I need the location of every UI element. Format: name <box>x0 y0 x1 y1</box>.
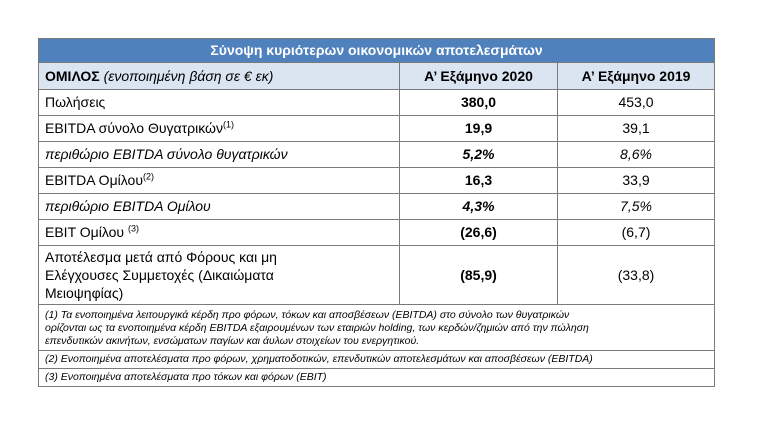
group-label: ΟΜΙΛΟΣ <box>45 67 100 84</box>
row-label <box>39 90 400 116</box>
row-label <box>39 194 400 220</box>
results-table <box>38 38 715 387</box>
row-label <box>39 220 400 246</box>
table-row-sales <box>39 90 715 116</box>
value-2020: 380,0 <box>400 90 558 116</box>
group-header <box>39 63 400 90</box>
value-2019: 7,5% <box>558 194 715 220</box>
table-row-ebitda-margin-group <box>39 194 715 220</box>
row-label-text: περιθώριο EBITDA σύνολο θυγατρικών <box>45 146 288 162</box>
table-row-net-result <box>39 246 715 305</box>
value-2020: 19,9 <box>400 116 558 142</box>
header-row <box>39 63 715 90</box>
column-header-2019: Α’ Εξάμηνο 2019 <box>558 63 715 90</box>
value-2020: 5,2% <box>400 142 558 168</box>
row-label <box>39 116 400 142</box>
footnote-line: (1) Τα ενοποιημένα λειτουργικά κέρδη προ φόρων, τόκων και αποσβέσεων (EBITDA) στο σύνολο των θυγατρικών <box>45 309 570 321</box>
footnote-2: (2) Ενοποιημένα αποτελέσματα προ φόρων, χρηματοδοτικών, επενδυτικών αποτελεσμάτων και αποσβέσεων (EBITDA) <box>39 351 715 369</box>
row-label-line: Αποτέλεσμα μετά από Φόρους και μη <box>45 249 277 265</box>
row-label-text: EBIT Ομίλου <box>45 224 128 240</box>
value-2019: 453,0 <box>558 90 715 116</box>
value-2019: 39,1 <box>558 116 715 142</box>
value-2020: 16,3 <box>400 168 558 194</box>
value-2019: 8,6% <box>558 142 715 168</box>
footnote-marker: (3) <box>127 223 139 234</box>
value-2019: (33,8) <box>558 246 715 305</box>
table-row-ebitda-margin-subsidiaries <box>39 142 715 168</box>
row-label <box>39 168 400 194</box>
row-label-text: EBITDA σύνολο Θυγατρικών <box>45 120 223 136</box>
row-label-text: EBITDA Ομίλου <box>45 172 143 188</box>
value-2020: (26,6) <box>400 220 558 246</box>
row-label-line: Ελέγχουσες Συμμετοχές (Δικαιώματα <box>45 267 274 283</box>
group-note: (ενοποιημένη βάση σε € εκ) <box>103 67 274 84</box>
table-row-ebitda-subsidiaries <box>39 116 715 142</box>
value-2019: (6,7) <box>558 220 715 246</box>
row-label-line: Μειοψηφίας) <box>45 285 124 301</box>
row-label-text: περιθώριο EBITDA Ομίλου <box>45 198 211 214</box>
value-2020: (85,9) <box>400 246 558 305</box>
value-2019: 33,9 <box>558 168 715 194</box>
footnote-line: ορίζονται ως τα ενοποιημένα κέρδη EBITDA εξαιρουμένων των εταιριών holding, των κερδών/ζημιών από την πώληση <box>45 322 589 334</box>
footnote-marker: (1) <box>222 119 234 130</box>
row-label <box>39 142 400 168</box>
value-2020: 4,3% <box>400 194 558 220</box>
results-table-container <box>38 38 714 387</box>
footnote-3: (3) Ενοποιημένα αποτελέσματα προ τόκων και φόρων (EBIT) <box>39 369 715 387</box>
table-row-ebitda-group <box>39 168 715 194</box>
notes-row <box>39 351 715 369</box>
table-row-ebit-group <box>39 220 715 246</box>
column-header-2020: Α’ Εξάμηνο 2020 <box>400 63 558 90</box>
footnote-line: επενδυτικών ακινήτων, ενσώματων παγίων και άυλων στοιχείων του ενεργητικού. <box>45 335 420 347</box>
table-title: Σύνοψη κυριότερων οικονομικών αποτελεσμάτων <box>39 39 715 63</box>
notes-row <box>39 369 715 387</box>
footnote-marker: (2) <box>142 171 154 182</box>
footnotes <box>39 305 715 351</box>
row-label-text: Πωλήσεις <box>45 94 106 110</box>
row-label <box>39 246 400 305</box>
notes-row <box>39 305 715 351</box>
